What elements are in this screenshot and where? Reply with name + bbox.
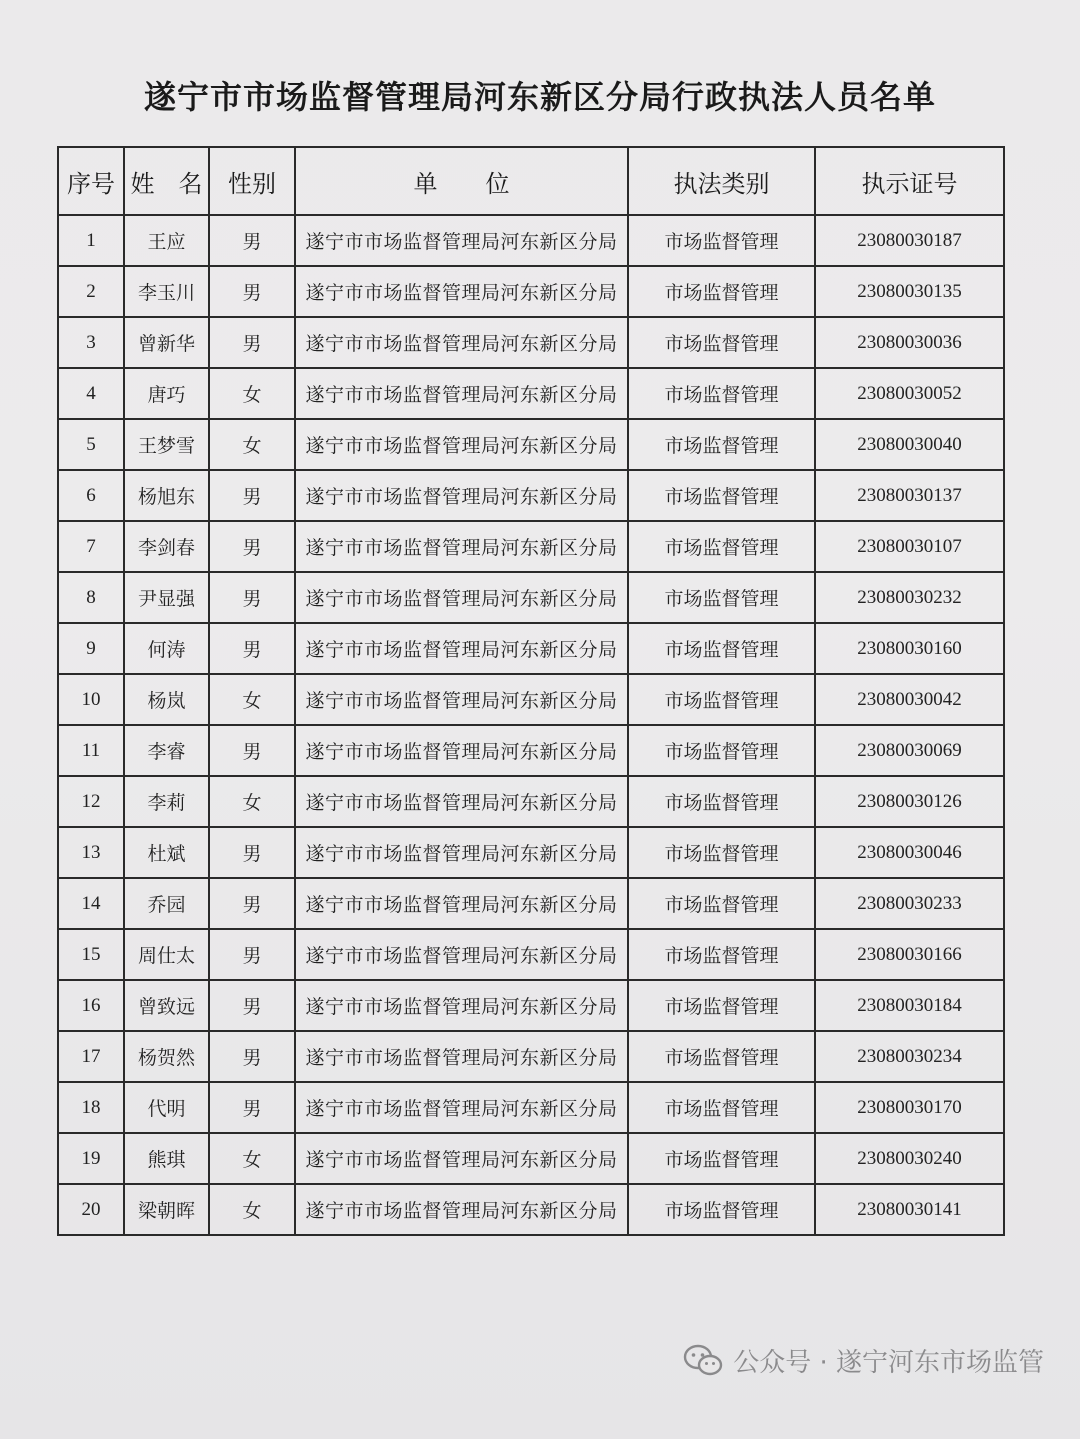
- table-row: [58, 470, 1004, 521]
- cell-cert: 23080030141: [815, 1184, 1004, 1235]
- cell-unit: 遂宁市市场监督管理局河东新区分局: [295, 419, 628, 470]
- cell-cert: 23080030135: [815, 266, 1004, 317]
- cell-cert: 23080030187: [815, 215, 1004, 266]
- document-title: 遂宁市市场监督管理局河东新区分局行政执法人员名单: [143, 78, 936, 116]
- table-row: [58, 878, 1004, 929]
- table-body: [58, 215, 1004, 1235]
- cell-category: 市场监督管理: [628, 470, 815, 521]
- table-row: [58, 317, 1004, 368]
- cell-cert: 23080030107: [815, 521, 1004, 572]
- cell-gender: 男: [209, 929, 295, 980]
- cell-unit: 遂宁市市场监督管理局河东新区分局: [295, 1031, 628, 1082]
- table-row: [58, 266, 1004, 317]
- cell-name: 周仕太: [124, 929, 209, 980]
- cell-unit: 遂宁市市场监督管理局河东新区分局: [295, 929, 628, 980]
- cell-index: 15: [58, 929, 124, 980]
- cell-unit: 遂宁市市场监督管理局河东新区分局: [295, 521, 628, 572]
- table-row: [58, 215, 1004, 266]
- cell-name: 代明: [124, 1082, 209, 1133]
- table-row: [58, 521, 1004, 572]
- cell-gender: 男: [209, 572, 295, 623]
- cell-cert: 23080030052: [815, 368, 1004, 419]
- cell-category: 市场监督管理: [628, 929, 815, 980]
- table-row: [58, 1133, 1004, 1184]
- cell-index: 19: [58, 1133, 124, 1184]
- cell-name: 梁朝晖: [124, 1184, 209, 1235]
- header-index: 序号: [58, 147, 124, 215]
- cell-gender: 男: [209, 1031, 295, 1082]
- cell-name: 李莉: [124, 776, 209, 827]
- cell-index: 8: [58, 572, 124, 623]
- cell-unit: 遂宁市市场监督管理局河东新区分局: [295, 1133, 628, 1184]
- table-row: [58, 368, 1004, 419]
- cell-index: 7: [58, 521, 124, 572]
- table-row: [58, 674, 1004, 725]
- cell-index: 2: [58, 266, 124, 317]
- table-row: [58, 572, 1004, 623]
- cell-gender: 男: [209, 470, 295, 521]
- cell-category: 市场监督管理: [628, 266, 815, 317]
- cell-unit: 遂宁市市场监督管理局河东新区分局: [295, 980, 628, 1031]
- cell-index: 20: [58, 1184, 124, 1235]
- cell-name: 王应: [124, 215, 209, 266]
- cell-gender: 女: [209, 1184, 295, 1235]
- header-unit: 单 位: [295, 147, 628, 215]
- cell-index: 13: [58, 827, 124, 878]
- cell-cert: 23080030184: [815, 980, 1004, 1031]
- cell-name: 李睿: [124, 725, 209, 776]
- cell-cert: 23080030232: [815, 572, 1004, 623]
- cell-gender: 男: [209, 623, 295, 674]
- cell-category: 市场监督管理: [628, 1082, 815, 1133]
- cell-gender: 男: [209, 521, 295, 572]
- cell-unit: 遂宁市市场监督管理局河东新区分局: [295, 1184, 628, 1235]
- cell-category: 市场监督管理: [628, 674, 815, 725]
- cell-unit: 遂宁市市场监督管理局河东新区分局: [295, 470, 628, 521]
- cell-category: 市场监督管理: [628, 980, 815, 1031]
- cell-index: 5: [58, 419, 124, 470]
- cell-gender: 男: [209, 725, 295, 776]
- header-cert: 执示证号: [815, 147, 1004, 215]
- cell-cert: 23080030137: [815, 470, 1004, 521]
- watermark-text: 公众号 · 遂宁河东市场监管: [733, 1348, 1044, 1378]
- cell-index: 11: [58, 725, 124, 776]
- cell-name: 唐巧: [124, 368, 209, 419]
- cell-unit: 遂宁市市场监督管理局河东新区分局: [295, 1082, 628, 1133]
- table-row: [58, 419, 1004, 470]
- cell-name: 尹显强: [124, 572, 209, 623]
- header-name: 姓 名: [124, 147, 209, 215]
- cell-unit: 遂宁市市场监督管理局河东新区分局: [295, 215, 628, 266]
- cell-unit: 遂宁市市场监督管理局河东新区分局: [295, 827, 628, 878]
- cell-gender: 女: [209, 674, 295, 725]
- cell-unit: 遂宁市市场监督管理局河东新区分局: [295, 776, 628, 827]
- cell-category: 市场监督管理: [628, 827, 815, 878]
- cell-gender: 男: [209, 827, 295, 878]
- cell-name: 杨贺然: [124, 1031, 209, 1082]
- personnel-table: [57, 146, 1005, 1236]
- cell-gender: 男: [209, 215, 295, 266]
- cell-gender: 女: [209, 776, 295, 827]
- cell-cert: 23080030234: [815, 1031, 1004, 1082]
- cell-index: 4: [58, 368, 124, 419]
- cell-index: 6: [58, 470, 124, 521]
- cell-category: 市场监督管理: [628, 725, 815, 776]
- cell-name: 曾致远: [124, 980, 209, 1031]
- cell-unit: 遂宁市市场监督管理局河东新区分局: [295, 674, 628, 725]
- cell-name: 杜斌: [124, 827, 209, 878]
- cell-unit: 遂宁市市场监督管理局河东新区分局: [295, 725, 628, 776]
- cell-cert: 23080030069: [815, 725, 1004, 776]
- watermark: [683, 1342, 1044, 1379]
- cell-category: 市场监督管理: [628, 1031, 815, 1082]
- cell-name: 杨旭东: [124, 470, 209, 521]
- cell-gender: 女: [209, 368, 295, 419]
- cell-unit: 遂宁市市场监督管理局河东新区分局: [295, 266, 628, 317]
- table-row: [58, 725, 1004, 776]
- cell-unit: 遂宁市市场监督管理局河东新区分局: [295, 623, 628, 674]
- cell-unit: 遂宁市市场监督管理局河东新区分局: [295, 572, 628, 623]
- cell-gender: 男: [209, 266, 295, 317]
- cell-index: 9: [58, 623, 124, 674]
- cell-category: 市场监督管理: [628, 623, 815, 674]
- cell-index: 1: [58, 215, 124, 266]
- table-row: [58, 980, 1004, 1031]
- cell-index: 3: [58, 317, 124, 368]
- cell-category: 市场监督管理: [628, 878, 815, 929]
- cell-category: 市场监督管理: [628, 1133, 815, 1184]
- table-row: [58, 1184, 1004, 1235]
- cell-name: 熊琪: [124, 1133, 209, 1184]
- table-row: [58, 1031, 1004, 1082]
- cell-cert: 23080030040: [815, 419, 1004, 470]
- cell-cert: 23080030170: [815, 1082, 1004, 1133]
- cell-gender: 男: [209, 317, 295, 368]
- cell-category: 市场监督管理: [628, 419, 815, 470]
- cell-name: 何涛: [124, 623, 209, 674]
- table-row: [58, 827, 1004, 878]
- cell-unit: 遂宁市市场监督管理局河东新区分局: [295, 368, 628, 419]
- cell-gender: 男: [209, 980, 295, 1031]
- cell-cert: 23080030126: [815, 776, 1004, 827]
- cell-cert: 23080030036: [815, 317, 1004, 368]
- wechat-icon: [683, 1344, 723, 1378]
- cell-gender: 男: [209, 1082, 295, 1133]
- cell-gender: 女: [209, 419, 295, 470]
- cell-category: 市场监督管理: [628, 368, 815, 419]
- cell-unit: 遂宁市市场监督管理局河东新区分局: [295, 878, 628, 929]
- cell-index: 17: [58, 1031, 124, 1082]
- cell-name: 乔园: [124, 878, 209, 929]
- cell-cert: 23080030042: [815, 674, 1004, 725]
- table-row: [58, 623, 1004, 674]
- cell-name: 杨岚: [124, 674, 209, 725]
- cell-index: 10: [58, 674, 124, 725]
- header-gender: 性别: [209, 147, 295, 215]
- cell-cert: 23080030233: [815, 878, 1004, 929]
- cell-unit: 遂宁市市场监督管理局河东新区分局: [295, 317, 628, 368]
- cell-gender: 女: [209, 1133, 295, 1184]
- cell-category: 市场监督管理: [628, 215, 815, 266]
- cell-name: 李剑春: [124, 521, 209, 572]
- cell-category: 市场监督管理: [628, 572, 815, 623]
- cell-cert: 23080030160: [815, 623, 1004, 674]
- cell-name: 李玉川: [124, 266, 209, 317]
- cell-cert: 23080030046: [815, 827, 1004, 878]
- table-row: [58, 776, 1004, 827]
- cell-category: 市场监督管理: [628, 1184, 815, 1235]
- cell-cert: 23080030240: [815, 1133, 1004, 1184]
- cell-cert: 23080030166: [815, 929, 1004, 980]
- cell-gender: 男: [209, 878, 295, 929]
- table-row: [58, 1082, 1004, 1133]
- table-row: [58, 929, 1004, 980]
- cell-index: 14: [58, 878, 124, 929]
- cell-index: 18: [58, 1082, 124, 1133]
- cell-category: 市场监督管理: [628, 521, 815, 572]
- cell-index: 12: [58, 776, 124, 827]
- cell-name: 曾新华: [124, 317, 209, 368]
- header-category: 执法类别: [628, 147, 815, 215]
- cell-index: 16: [58, 980, 124, 1031]
- cell-name: 王梦雪: [124, 419, 209, 470]
- cell-category: 市场监督管理: [628, 776, 815, 827]
- table-header-row: [58, 147, 1004, 215]
- cell-category: 市场监督管理: [628, 317, 815, 368]
